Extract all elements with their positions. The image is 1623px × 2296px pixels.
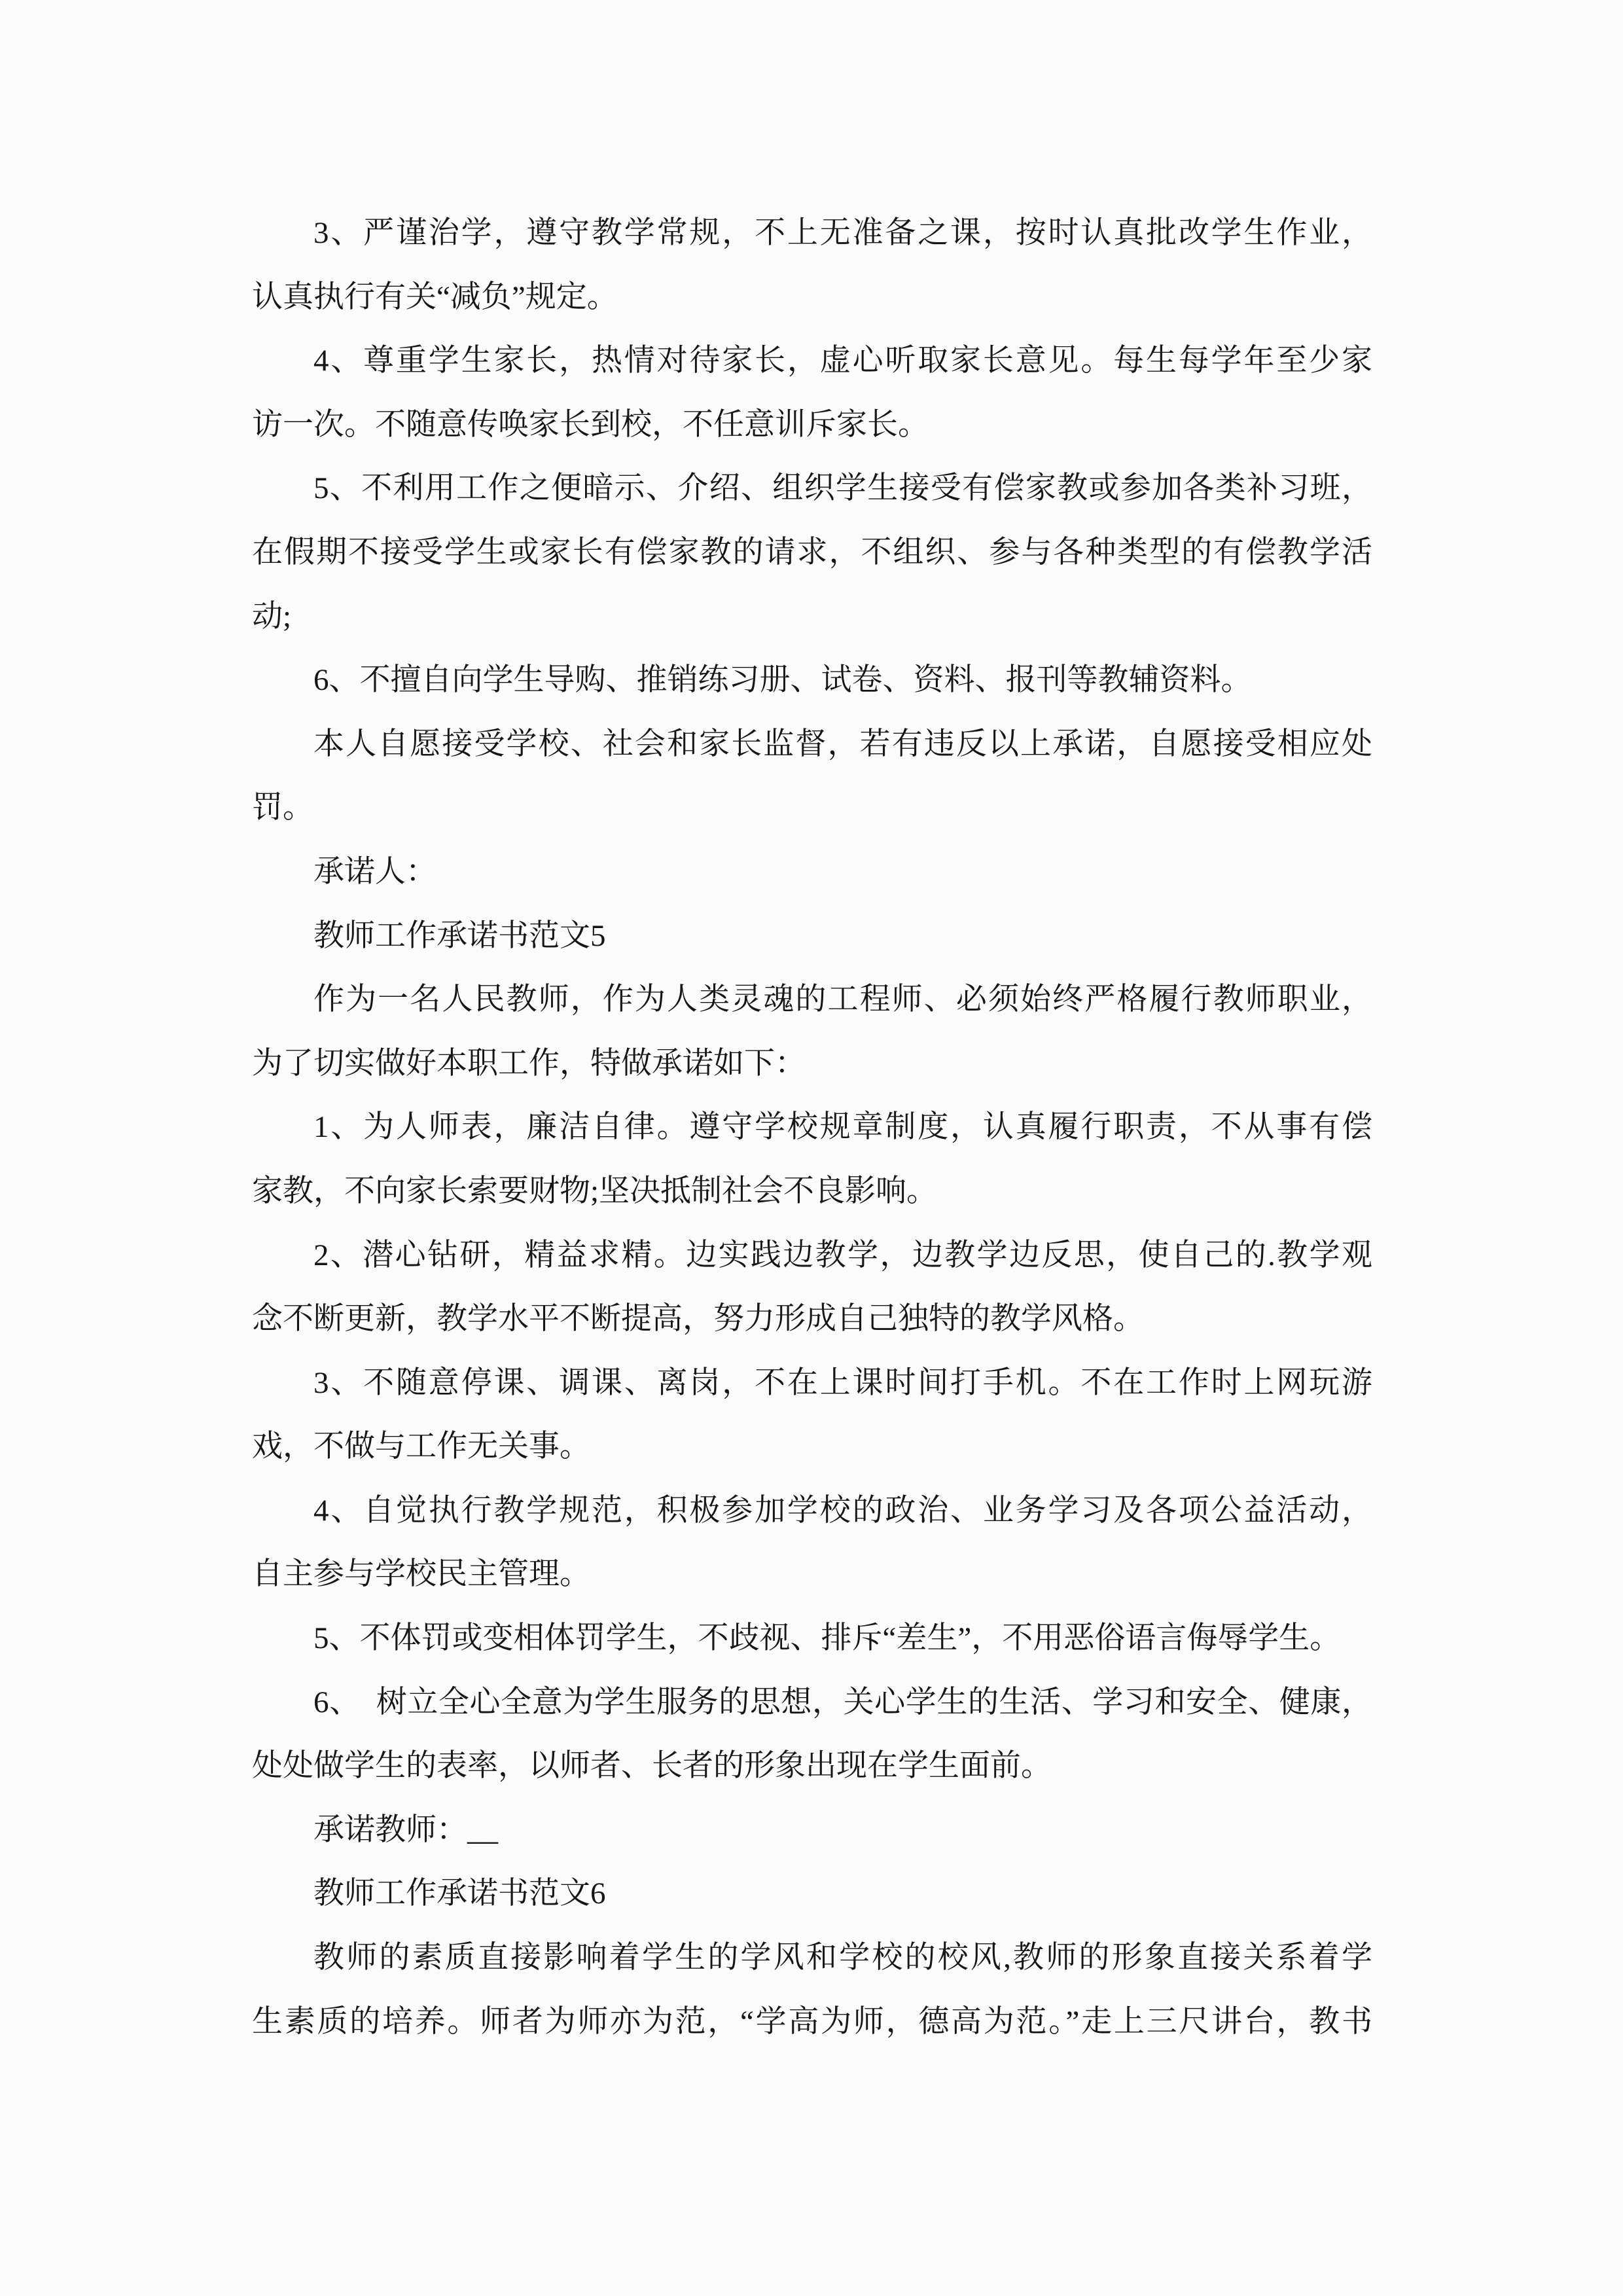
- document-line: 处处做学生的表率，以师者、长者的形象出现在学生面前。: [252, 1749, 1052, 1784]
- document-line: 作为一名人民教师，作为人类灵魂的工程师、必须始终严格履行教师职业，: [313, 982, 1372, 1017]
- document-line: 4、尊重学生家长，热情对待家长，虚心听取家长意见。每生每学年至少家: [313, 344, 1372, 378]
- document-line: 罚。: [252, 791, 313, 825]
- document-line: 6、 树立全心全意为学生服务的思想，关心学生的生活、学习和安全、健康，: [313, 1685, 1372, 1719]
- document-content: [252, 202, 1372, 2054]
- document-line: 自主参与学校民主管理。: [252, 1557, 590, 1592]
- document-line: 5、不利用工作之便暗示、介绍、组织学生接受有偿家教或参加各类补习班，: [313, 471, 1372, 506]
- document-line: 在假期不接受学生或家长有偿家教的请求，不组织、参与各种类型的有偿教学活: [252, 535, 1372, 569]
- document-line: 教师工作承诺书范文5: [313, 918, 606, 953]
- document-line: 教师的素质直接影响着学生的学风和学校的校风,教师的形象直接关系着学: [313, 1941, 1372, 1975]
- document-line: 承诺教师：__: [313, 1812, 498, 1847]
- document-line: 戏，不做与工作无关事。: [252, 1429, 590, 1464]
- document-line: 3、不随意停课、调课、离岗，不在上课时间打手机。不在工作时上网玩游: [313, 1365, 1372, 1400]
- document-line: 承诺人：: [313, 854, 437, 889]
- document-line: 4、自觉执行教学规范，积极参加学校的政治、业务学习及各项公益活动，: [313, 1493, 1372, 1528]
- document-line: 3、严谨治学，遵守教学常规，不上无准备之课，按时认真批改学生作业，: [313, 216, 1372, 250]
- document-line: 动;: [252, 599, 292, 634]
- document-line: 访一次。不随意传唤家长到校，不任意训斥家长。: [252, 407, 929, 442]
- document-line: 本人自愿接受学校、社会和家长监督，若有违反以上承诺，自愿接受相应处: [313, 726, 1372, 761]
- document-line: 2、潜心钻研，精益求精。边实践边教学，边教学边反思，使自己的.教学观: [313, 1238, 1372, 1272]
- document-line: 念不断更新，教学水平不断提高，努力形成自己独特的教学风格。: [252, 1302, 1144, 1336]
- document-line: 教师工作承诺书范文6: [313, 1876, 606, 1911]
- document-line: 认真执行有关“减负”规定。: [252, 279, 618, 314]
- document-line: 5、不体罚或变相体罚学生，不歧视、排斥“差生”，不用恶俗语言侮辱学生。: [313, 1621, 1341, 1656]
- document-line: 1、为人师表，廉洁自律。遵守学校规章制度，认真履行职责，不从事有偿: [313, 1110, 1372, 1145]
- document-line: 生素质的培养。师者为师亦为范，“学高为师，德高为范。”走上三尺讲台，教书: [252, 2004, 1372, 2039]
- document-line: 6、不擅自向学生导购、推销练习册、试卷、资料、报刊等教辅资料。: [313, 663, 1252, 698]
- document-line: 为了切实做好本职工作，特做承诺如下：: [252, 1046, 806, 1081]
- document-line: 家教，不向家长索要财物;坚决抵制社会不良影响。: [252, 1174, 938, 1208]
